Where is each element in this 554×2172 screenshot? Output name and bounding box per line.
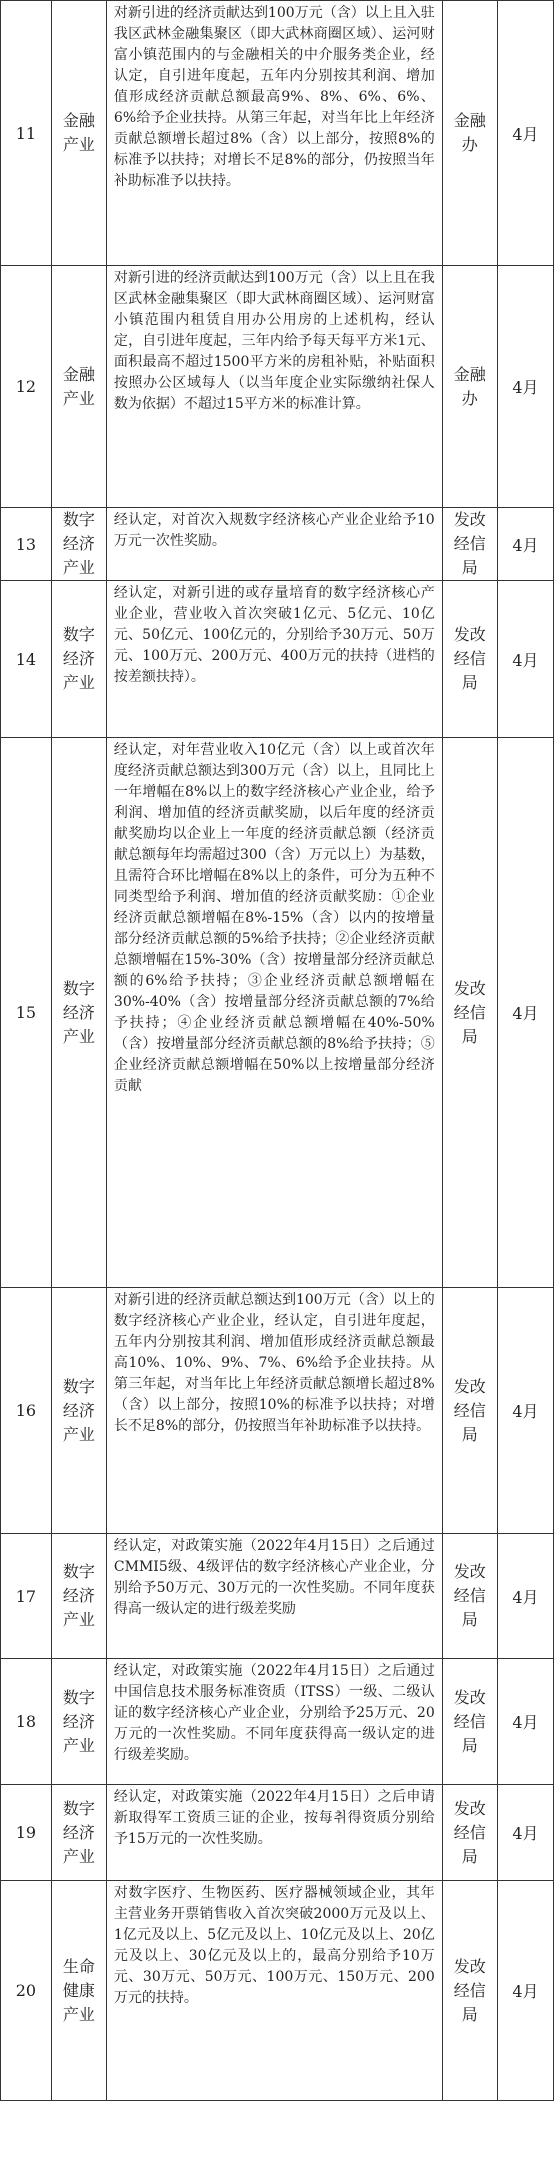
industry-category: 金融产业	[51, 266, 106, 508]
deadline-month: 4月	[497, 738, 553, 1288]
policy-content: 对数字医疗、生物医药、医疗器械领域企业，其年主营业务开票销售收入首次突破2000万元及以上、1亿元及以上、5亿元及以上、10亿元及以上、20亿元及以上、30亿元及以上的，最高分别给予10万元、30万元、50万元、100万元、150万元、200万元的扶持。	[106, 1881, 442, 2101]
policy-content: 对新引进的经济贡献达到100万元（含）以上且入驻我区武林金融集聚区（即大武林商圈区域）、运河财富小镇范围内的与金融相关的中介服务类企业，经认定，自引进年度起，五年内分别按其利润、增加值形成经济贡献总额最高9%、8%、6%、6%、6%给予企业扶持。从第三年起，对当年比上年经济贡献总额增长超过8%（含）以上部分，按照8%的标准予以扶持；对增长不足8%的部分，仍按照当年补助标准予以扶持。	[106, 1, 442, 266]
responsible-department: 发改经信局	[442, 508, 497, 581]
table-row	[1, 508, 554, 581]
responsible-department: 发改经信局	[442, 581, 497, 738]
policy-content: 对新引进的经济贡献总额达到100万元（含）以上的数字经济核心产业企业，经认定，自引进年度起，五年内分别按其利润、增加值形成经济贡献总额最高10%、10%、9%、7%、6%给予企业扶持。从第三年起，对当年比上年经济贡献总额增长超过8%（含）以上部分，按照10%的标准予以扶持；对增长不足8%的部分，仍按照当年补助标准予以扶持。	[106, 1288, 442, 1534]
responsible-department: 金融办	[442, 1, 497, 266]
policy-content: 经认定，对政策实施（2022年4月15日）之后申请新取得军工资质三证的企业，按每취得资质分别给予15万元的一次性奖励。	[106, 1785, 442, 1881]
policy-content: 经认定，对新引进的或存量培育的数字经济核心产业企业，营业收入首次突破1亿元、5亿元、10亿元、50亿元、100亿元的，分别给予30万元、50万元、100万元、200万元、400万元的扶持（进档的按差额扶持）。	[106, 581, 442, 738]
deadline-month: 4月	[497, 1534, 553, 1659]
table-row	[1, 581, 554, 738]
responsible-department: 发改经信局	[442, 738, 497, 1288]
industry-category: 数字经济产业	[51, 581, 106, 738]
industry-category: 生命健康产业	[51, 1881, 106, 2101]
row-number: 14	[1, 581, 52, 738]
table-row	[1, 1659, 554, 1785]
row-number: 13	[1, 508, 52, 581]
table-row	[1, 738, 554, 1288]
row-number: 17	[1, 1534, 52, 1659]
row-number: 20	[1, 1881, 52, 2101]
table-row	[1, 1881, 554, 2101]
deadline-month: 4月	[497, 1659, 553, 1785]
deadline-month: 4月	[497, 1785, 553, 1881]
row-number: 18	[1, 1659, 52, 1785]
deadline-month: 4月	[497, 266, 553, 508]
responsible-department: 发改经信局	[442, 1659, 497, 1785]
deadline-month: 4月	[497, 1, 553, 266]
row-number: 12	[1, 266, 52, 508]
industry-category: 数字经济产业	[51, 1288, 106, 1534]
table-row	[1, 1288, 554, 1534]
policy-content: 经认定，对政策实施（2022年4月15日）之后通过CMMI5级、4级评估的数字经济核心产业企业，分别给予50万元、30万元的一次性奖励。不同年度获得高一级认定的进行级差奖励	[106, 1534, 442, 1659]
responsible-department: 发改经信局	[442, 1881, 497, 2101]
responsible-department: 发改经信局	[442, 1288, 497, 1534]
responsible-department: 金融办	[442, 266, 497, 508]
row-number: 16	[1, 1288, 52, 1534]
deadline-month: 4月	[497, 508, 553, 581]
industry-category: 数字经济产业	[51, 508, 106, 581]
row-number: 11	[1, 1, 52, 266]
industry-category: 数字经济产业	[51, 1659, 106, 1785]
row-number: 19	[1, 1785, 52, 1881]
deadline-month: 4月	[497, 1288, 553, 1534]
deadline-month: 4月	[497, 1881, 553, 2101]
industry-category: 数字经济产业	[51, 1785, 106, 1881]
responsible-department: 发改经信局	[442, 1785, 497, 1881]
table-row	[1, 266, 554, 508]
row-number: 15	[1, 738, 52, 1288]
policy-content: 经认定，对年营业收入10亿元（含）以上或首次年度经济贡献总额达到300万元（含）以上，且同比上一年增幅在8%以上的数字经济核心产业企业，给予利润、增加值的经济贡献奖励，以后年度的经济贡献奖励均以企业上一年度的经济贡献总额（经济贡献总额每年均需超过300（含）万元以上）为基数，且需符合环比增幅在8%以上的条件，可分为五种不同类型给予利润、增加值的经济贡献奖励：①企业经济贡献总额增幅在8%-15%（含）以内的按增量部分经济贡献总额的5%给予扶持；②企业经济贡献总额增幅在15%-30%（含）按增量部分经济贡献总额的6%给予扶持；③企业经济贡献总额增幅在30%-40%（含）按增量部分经济贡献总额的7%给予扶持；④企业经济贡献总额增幅在40%-50%（含）按增量部分经济贡献总额的8%给予扶持；⑤企业经济贡献总额增幅在50%以上按增量部分经济贡献	[106, 738, 442, 1288]
table-row	[1, 1785, 554, 1881]
policy-content: 经认定，对首次入规数字经济核心产业企业给予10万元一次性奖励。	[106, 508, 442, 581]
industry-category: 数字经济产业	[51, 1534, 106, 1659]
policy-content: 对新引进的经济贡献达到100万元（含）以上且在我区武林金融集聚区（即大武林商圈区域）、运河财富小镇范围内租赁自用办公用房的上述机构，经认定，自引进年度起，三年内给予每天每平方米1元、面积最高不超过1500平方米的房租补贴，补贴面积按照办公区域每人（以当年度企业实际缴纳社保人数为依据）不超过15平方米的标准计算。	[106, 266, 442, 508]
table-row	[1, 1, 554, 266]
industry-category: 金融产业	[51, 1, 106, 266]
table-row	[1, 1534, 554, 1659]
industry-category: 数字经济产业	[51, 738, 106, 1288]
policy-content: 经认定，对政策实施（2022年4月15日）之后通过中国信息技术服务标准资质（ITSS）一级、二级认证的数字经济核心产业企业，分别给予25万元、20万元的一次性奖励。不同年度获得高一级认定的进行级差奖励。	[106, 1659, 442, 1785]
responsible-department: 发改经信局	[442, 1534, 497, 1659]
deadline-month: 4月	[497, 581, 553, 738]
